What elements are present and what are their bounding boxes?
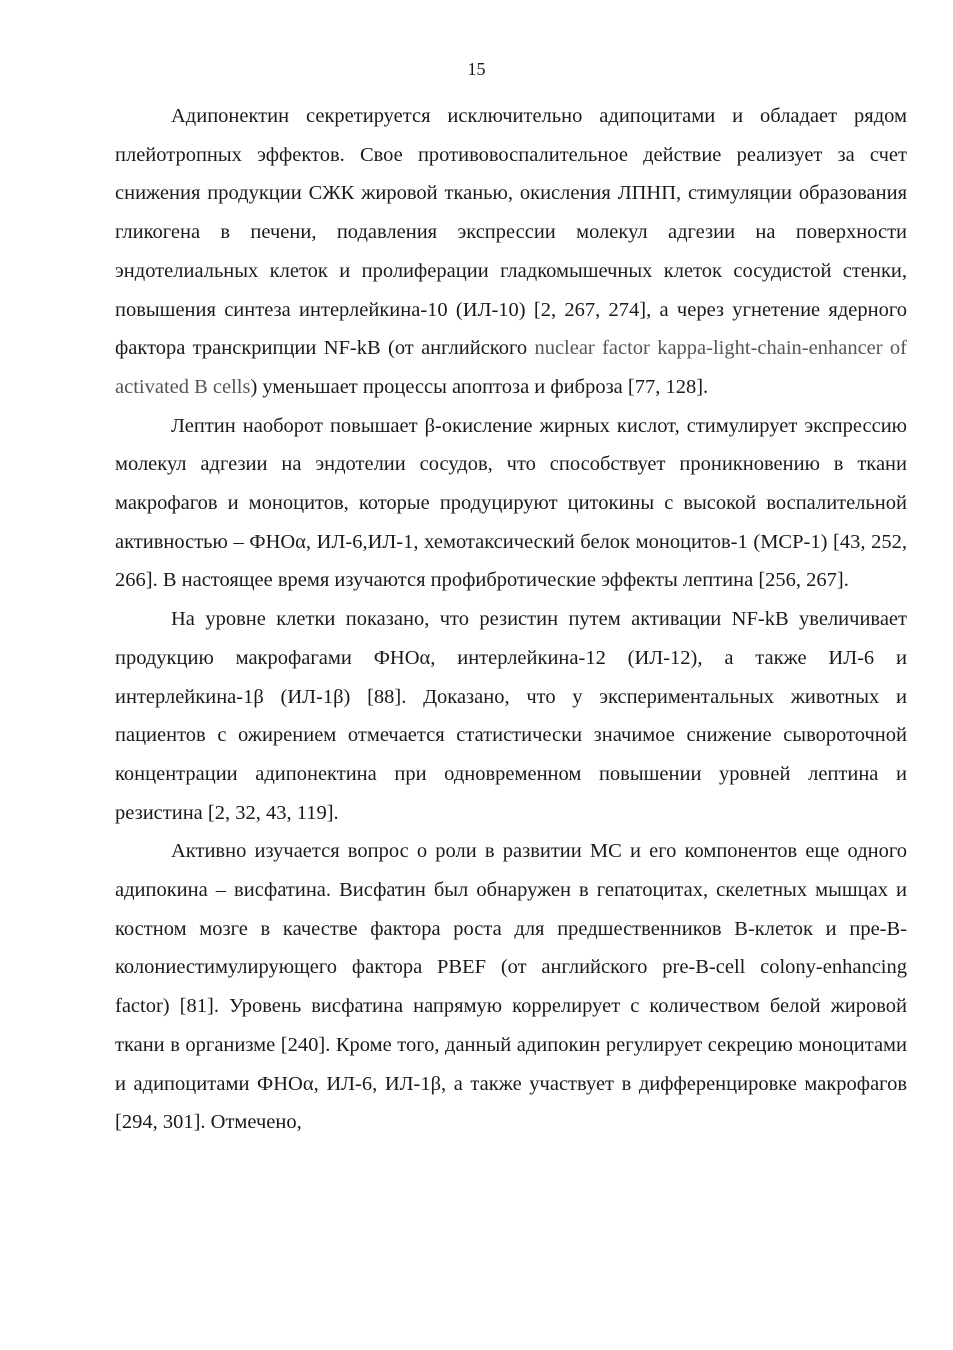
page-number: 15 [467, 59, 486, 79]
paragraph-leptin: Лептин наоборот повышает β-окисление жирных кислот, стимулирует экспрессию молекул адгезии на эндотелии сосудов, что способствует проникновению в ткани макрофагов и моноцитов, которые продуцируют цитокины с высокой воспалительной активностью – ФНОα, ИЛ-6,ИЛ-1, хемотаксический белок моноцитов-1 (МСР-1) [43, 252, 266]. В настоящее время изучаются профибротические эффекты лептина [256, 267]. [115, 414, 907, 592]
paragraph-adiponectin-text-part-1: Адипонектин секретируется исключительно адипоцитами и обладает рядом плейотропных эффектов. Свое противовоспалительное действие реализует за счет снижения продукции СЖК жировой тканью, окисления ЛПНП, стимуляции образования гликогена в печени, подавления экспрессии молекул адгезии на поверхности эндотелиальных клеток и пролиферации гладкомышечных клеток сосудистой стенки, повышения синтеза интерлейкина-10 (ИЛ-10) [2, 267, 274], а через угнетение ядерного фактора транскрипции NF-kB (от английского [115, 105, 907, 360]
paragraph-adiponectin-english-term: nuclear factor kappa-light-chain-enhancer of activated B cells [115, 337, 907, 398]
document-body [115, 97, 907, 1142]
paragraph-visfatin: Активно изучается вопрос о роли в развитии МС и его компонентов еще одного адипокина – висфатина. Висфатин был обнаружен в гепатоцитах, скелетных мышцах и костном мозге в качестве фактора роста для предшественников В-клеток и пре-В-колониестимулирующего фактора PBEF (от английского pre-B-cell colony-enhancing factor) [81]. Уровень висфатина напрямую коррелирует с количеством белой жировой ткани в организме [240]. Кроме того, данный адипокин регулирует секрецию моноцитами и адипоцитами ФНОα, ИЛ-6, ИЛ-1β, а также участвует в дифференцировке макрофагов [294, 301]. Отмечено, [115, 840, 907, 1134]
paragraph-resistin: На уровне клетки показано, что резистин путем активации NF-kB увеличивает продукцию макрофагами ФНОα, интерлейкина-12 (ИЛ-12), а также ИЛ-6 и интерлейкина-1β (ИЛ-1β) [88]. Доказано, что у экспериментальных животных и пациентов с ожирением отмечается статистически значимое снижение сывороточной концентрации адипонектина при одновременном повышении уровней лептина и резистина [2, 32, 43, 119]. [115, 608, 907, 824]
paragraph-adiponectin-text-part-2: ) уменьшает процессы апоптоза и фиброза [77, 128]. [250, 375, 709, 398]
paragraph-adiponectin [115, 97, 907, 407]
